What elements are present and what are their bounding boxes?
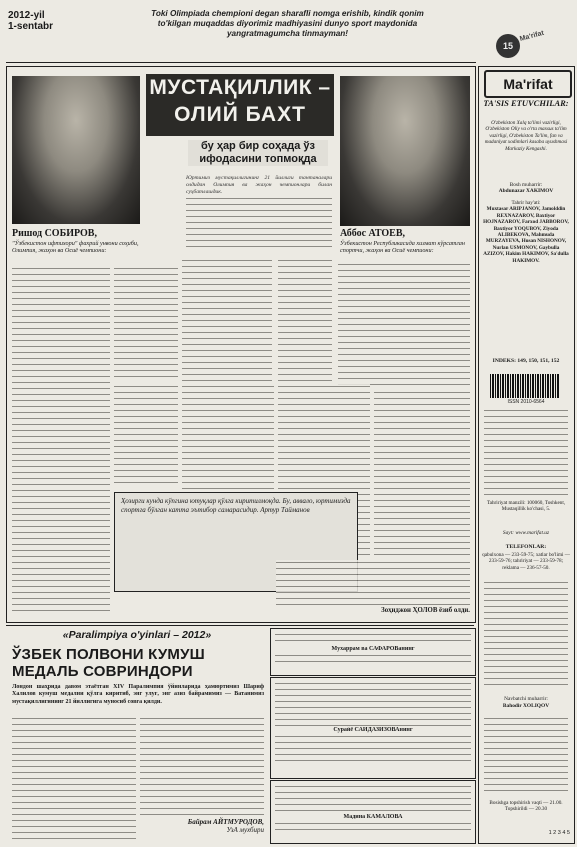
notice-2-name: Сурайё САИДАЗИЗОВАнинг [333,727,413,733]
caption-right [340,228,470,255]
header-date [8,10,68,32]
website-link[interactable]: Sayt: www.marifat.uz [502,530,550,536]
notice-1 [270,628,476,676]
headline-block [146,74,334,136]
notice-3-name: Мадина КАМАЛОВА [343,814,403,820]
bottom-lead: Лондон шаҳрида давом этаётган XIV Паралимпия ўйинларида ҳамюртимиз Шариф Халилов кумуш медални қўлга киритиб, энг улуғ, энг азиз байрамимиз — Ватанимиз мустақиллигининг 21 йиллигига муносиб совға қилди. [12,684,264,705]
registration-text [484,408,568,498]
printing-text [484,716,568,796]
founders-title: TA'SIS ETUVCHILAR: [483,98,569,108]
caption-right-text: Ўзбекистон Республикасида хизмат кўрсатган спортчи, жаҳон ва Осиё чемпиони: [340,240,465,255]
subtitle-line-1: бу ҳар бир соҳада ўз [201,140,315,152]
notice-3-text [275,784,471,814]
contacts-text: Tahririyat manzili: 100060, Toshkent, Mustaqillik ko'chasi, 5. [486,500,566,513]
article-column-8 [374,390,470,558]
caption-left-text: "Ўзбекистон ифтихори" фахрий унвони соҳиби, Олимпия, жаҳон ва Осиё чемпиони: [12,240,139,255]
article-column-1 [12,266,110,616]
quote-box: Ҳозирги кунда кўпгина ютуқлар қўлга киритилмоқда. Бу, аввало, юртимизда спортга бўлган катта эътибор самарасидир. Артур Тайманов [114,492,358,592]
brand-box [484,70,572,98]
ribbon-logo: Ma'rifat [519,29,545,43]
subtitle-box [188,140,328,166]
headline-bottom: ОЛИЙ БАХТ [174,103,306,126]
index-line: INDEKS: 149, 150, 151, 152 [492,358,560,364]
editor-name: Abdunazar XAKIMOV [498,188,554,195]
duty-name: Bahodir XOLIQOV [502,702,550,709]
article-column-4 [278,258,332,382]
notice-2-text [275,681,471,727]
brand-name: Ma'rifat [503,76,553,92]
print-info: Bosishga topshirish vaqti — 21.00. Topshirildi — 20.30 [489,800,563,813]
editor-block [482,182,570,195]
photo-caption-bottom [276,560,470,606]
bottom-headline: ЎЗБЕК ПОЛВОНИ КУМУШ МЕДАЛЬ СОВРИНДОРИ [12,646,205,680]
notice-3 [270,780,476,844]
lead-note: Юртимиз мустақиллигининг 21 йиллиги тантаналари олдидан Олимпия ва жаҳон чемпионлари билан суҳбатлашдик. [186,175,332,195]
photo-rishod-sobirov [12,76,140,224]
subtitle-line-2: ифодасини топмоқда [199,153,317,165]
duty-block [482,696,570,709]
article-column-3 [182,258,272,382]
bottom-column-2 [140,716,264,816]
bottom-column-1 [12,716,136,844]
staff-title: Tahrir hay'ati: [511,200,541,206]
bottom-rule [6,625,474,626]
article-column-9 [114,384,178,484]
caption-left-name: Ришод СОБИРОВ, [12,228,97,239]
feature-byline: Зоҳиджон ҲОЛОВ ёзиб олди. [381,607,470,614]
phones-title: TELEFONLAR: [505,544,547,550]
notice-2-tail [275,734,471,764]
notice-3-tail [275,821,471,833]
bottom-byline-role: УзА мухбири [226,826,264,835]
bottom-byline-name: Байрам АЙТМУРОДОВ, [187,818,264,826]
editor-title: Bosh muharrir: [509,182,543,188]
notice-1-text [275,632,471,646]
barcode [490,374,560,398]
header-banner: Toki Olimpiada chempioni degan sharafli nomga erishib, kindik qonim to'kilgan muqaddas diyorimiz madhiyasini dunyo sport maydonida yangratmagumcha tinmayman! [151,9,424,38]
header-day: 1-sentabr [8,21,54,32]
photo-abbos-atoev [340,76,470,226]
article-column-2 [114,266,178,380]
photo-caption-text [276,560,470,606]
notice-1-tail [275,653,471,665]
phones-text: qabulxona — 233-59-75; xatlar bo'limi — 233-59-76; tahririyat — 233-59-78; reklama — 236-57-50. [482,552,570,571]
header-year: 2012-yil [8,10,45,21]
header-rule [6,62,476,63]
notice-1-name: Мухаррам ва САФАРОВанинг [331,646,415,652]
staff-list: Muxtasar ARIPJANOV, Jamolddin REXNAZAROV, Baxtiyor HOJNAZAROV, Farxod JABBOROV, Baxtiyor YOQUBOV, Ziyoda ALIBEKOVA, Mahmuda MURZAYEVA, Husan NISHONOV, Nurlan USMONOV, Gaybulla AZIZOV, Hakim HAKIMOV, Sa'dulla HAKIMOV. [483,206,569,264]
duty-title: Navbatchi muharrir: [504,696,548,702]
caption-right-name: Аббос АТОЕВ, [340,228,406,239]
page-number-badge [496,34,520,58]
headline-top: МУСТАҚИЛЛИК – [149,76,331,99]
notice-2 [270,677,476,779]
article-column-5 [338,262,470,386]
founders-text: O'zbekiston Xalq ta'limi vazirligi, O'zbekiston Oliy va o'rta maxsus ta'lim vazirligi, O'zbekiston Ta'lim, fan va madaniyat xodimlari kasaba uyushmasi Markaziy Kengashi. [484,120,568,152]
issn-line: ISSN 2010-6564 [507,399,545,405]
phones-more [484,580,568,690]
page-number: 15 [502,41,513,51]
lead-note-continued [186,196,332,252]
staff-block [482,200,570,264]
footer-numbers: 1 2 3 4 5 [548,830,570,836]
caption-left [12,228,140,255]
bottom-byline [140,818,264,835]
paralympic-tag: «Paralimpiya o'yinlari – 2012» [62,629,212,641]
